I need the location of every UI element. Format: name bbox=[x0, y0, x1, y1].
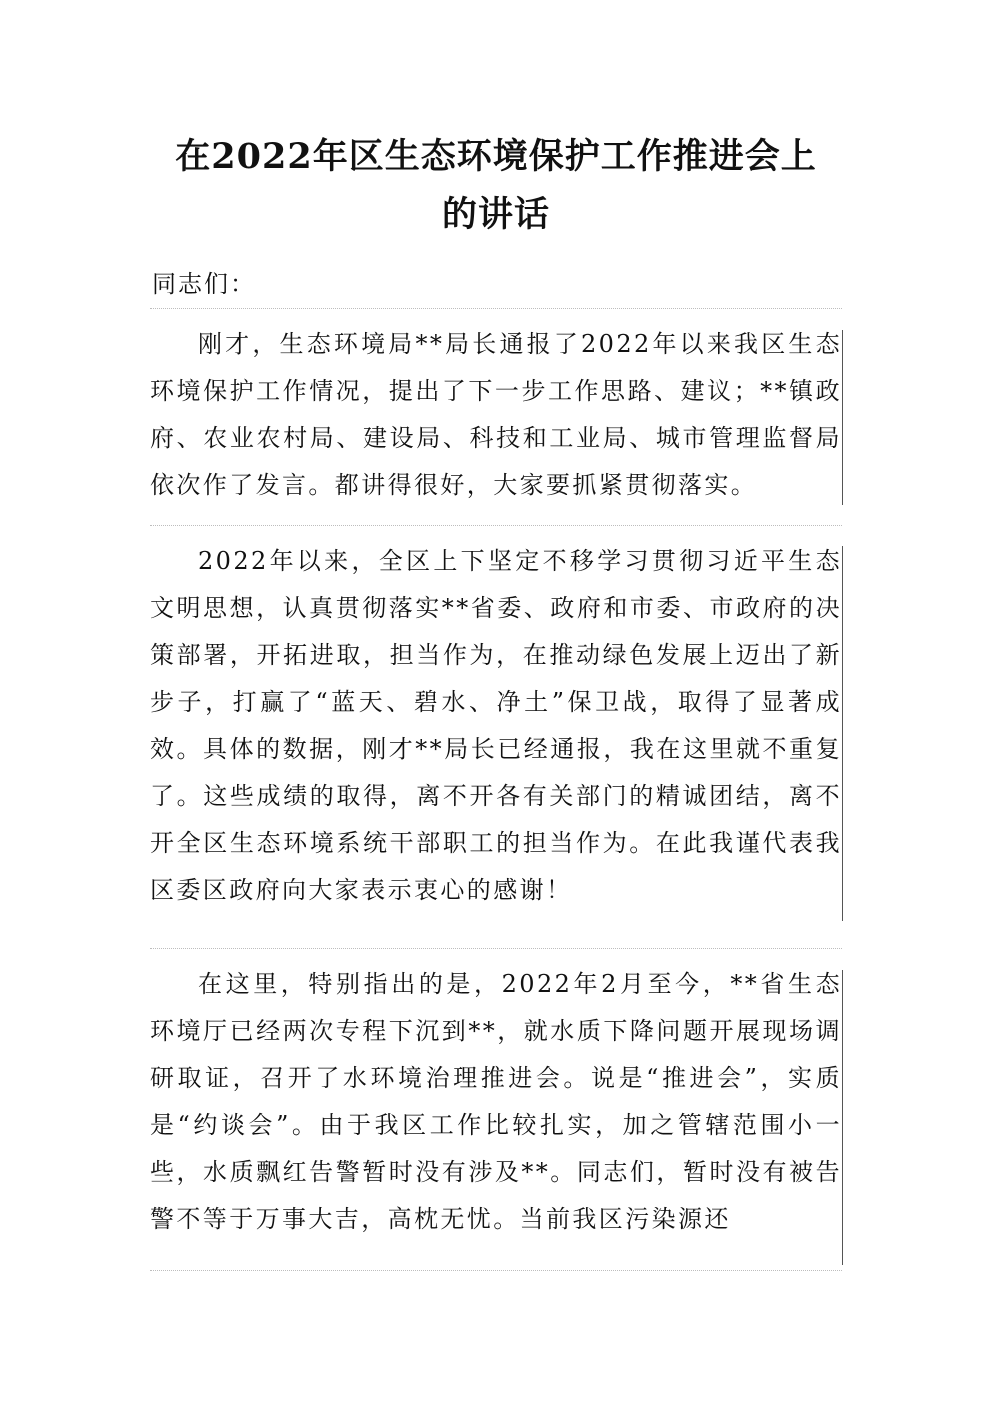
title-line-1: 在2022年区生态环境保护工作推进会上 bbox=[175, 136, 817, 177]
paragraph-2: 2022年以来，全区上下坚定不移学习贯彻习近平生态文明思想，认真贯彻落实**省委、政府和市委、市政府的决策部署，开拓进取，担当作为，在推动绿色发展上迈出了新步子，打赢了“蓝天、碧水、净土”保卫战，取得了显著成效。具体的数据，刚才**局长已经通报，我在这里就不重复了。这些成绩的取得，离不开各有关部门的精诚团结，离不开全区生态环境系统干部职工的担当作为。在此我谨代表我区委区政府向大家表示衷心的感谢！ bbox=[150, 547, 842, 904]
paragraph-1: 刚才，生态环境局**局长通报了2022年以来我区生态环境保护工作情况，提出了下一步工作思路、建议；**镇政府、农业农村局、建设局、科技和工业局、城市管理监督局依次作了发言。都讲得很好，大家要抓紧贯彻落实。 bbox=[150, 330, 842, 499]
margin-mark bbox=[842, 546, 843, 921]
paragraph-3: 在这里，特别指出的是，2022年2月至今，**省生态环境厅已经两次专程下沉到**，就水质下降问题开展现场调研取证，召开了水环境治理推进会。说是“推进会”，实质是“约谈会”。由于我区工作比较扎实，加之管辖范围小一些，水质飘红告警暂时没有涉及**。同志们，暂时没有被告警不等于万事大吉，高枕无忧。当前我区污染源还 bbox=[150, 970, 842, 1233]
margin-mark bbox=[842, 970, 843, 1265]
divider bbox=[150, 948, 842, 949]
divider bbox=[150, 525, 842, 526]
title-line-2: 的讲话 bbox=[441, 194, 550, 235]
document-title bbox=[150, 128, 842, 244]
salutation: 同志们： bbox=[152, 270, 256, 298]
divider bbox=[150, 308, 842, 309]
divider bbox=[150, 1270, 842, 1271]
margin-mark bbox=[842, 330, 843, 505]
